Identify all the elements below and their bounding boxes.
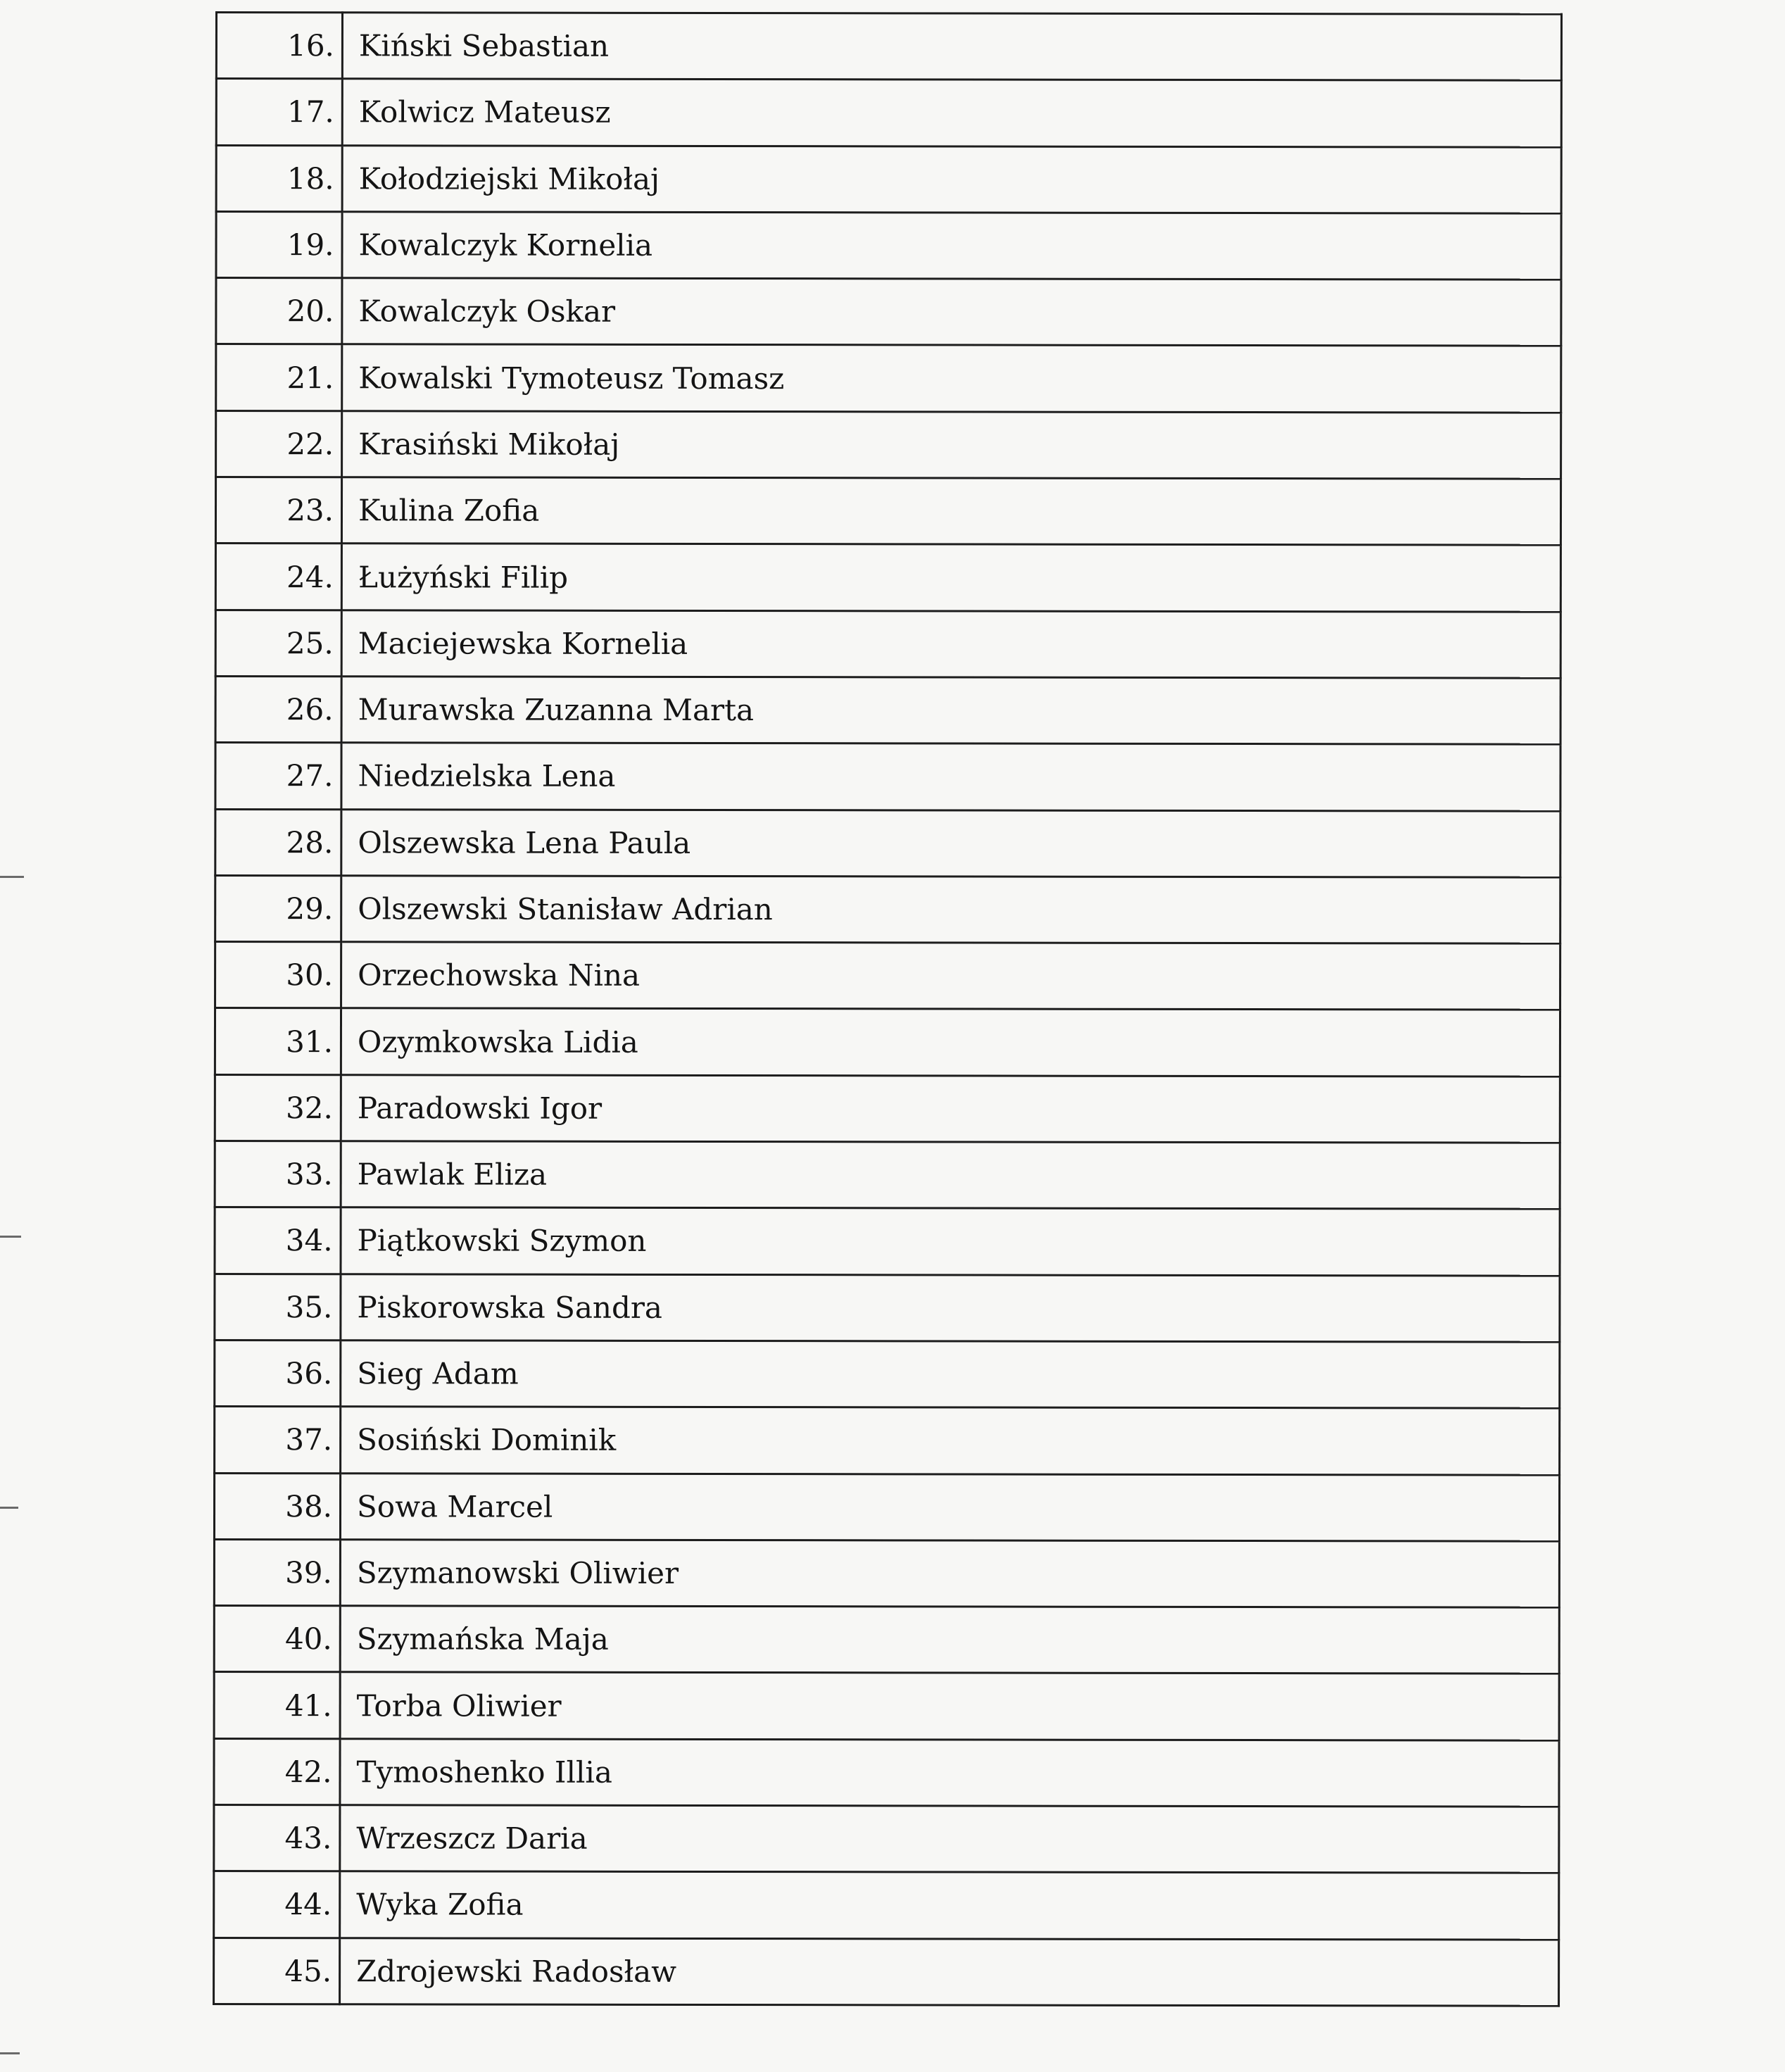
table-row <box>215 743 1560 811</box>
row-number: 31. <box>215 1008 341 1075</box>
table-row <box>215 676 1560 744</box>
row-number: 39. <box>214 1539 340 1606</box>
row-number: 27. <box>215 743 341 810</box>
student-name: Ozymkowska Lidia <box>341 1008 1560 1076</box>
student-name: Sosiński Dominik <box>341 1407 1560 1475</box>
table-row <box>215 1274 1560 1342</box>
student-name: Kowalczyk Oskar <box>342 278 1561 346</box>
row-number: 16. <box>216 13 342 80</box>
student-name: Kolwicz Mateusz <box>342 79 1561 147</box>
row-number: 25. <box>215 610 341 677</box>
row-number: 45. <box>214 1938 340 2004</box>
table-row <box>216 344 1561 413</box>
row-number: 26. <box>215 676 341 743</box>
student-name: Kowalczyk Kornelia <box>342 212 1561 280</box>
student-name: Piskorowska Sandra <box>341 1274 1560 1342</box>
table-row <box>215 477 1560 546</box>
student-name: Zdrojewski Radosław <box>340 1938 1559 2006</box>
row-number: 30. <box>215 942 341 1009</box>
student-name: Kowalski Tymoteusz Tomasz <box>342 344 1561 413</box>
row-number: 42. <box>214 1738 340 1805</box>
table-row <box>216 13 1561 81</box>
student-name: Krasiński Mikołaj <box>342 411 1561 479</box>
student-name: Szymańska Maja <box>340 1606 1559 1674</box>
row-number: 23. <box>215 477 341 544</box>
student-name: Łużyński Filip <box>341 544 1560 612</box>
student-name: Kołodziejski Mikołaj <box>342 145 1561 213</box>
left-margin-mark <box>0 1236 21 1238</box>
student-name: Pawlak Eliza <box>341 1141 1560 1210</box>
left-margin-mark <box>0 2052 20 2054</box>
table-row <box>216 79 1561 147</box>
table-row <box>215 809 1560 877</box>
table-row <box>215 1207 1560 1276</box>
table-row <box>215 875 1560 943</box>
student-name: Kiński Sebastian <box>342 13 1561 81</box>
student-name: Wrzeszcz Daria <box>340 1805 1559 1873</box>
table-row <box>215 1008 1560 1076</box>
table-row <box>216 410 1561 479</box>
row-number: 29. <box>215 875 341 942</box>
table-row <box>215 610 1560 678</box>
row-number: 32. <box>215 1074 341 1141</box>
table-row <box>214 1805 1559 1873</box>
row-number: 21. <box>216 344 342 411</box>
student-name: Sowa Marcel <box>340 1473 1559 1541</box>
student-list-table <box>213 11 1563 2007</box>
row-number: 34. <box>215 1207 341 1274</box>
row-number: 24. <box>215 544 341 610</box>
student-name: Orzechowska Nina <box>341 942 1560 1010</box>
table-row <box>215 1074 1560 1143</box>
table-row <box>216 278 1561 346</box>
table-row <box>214 1938 1559 2006</box>
table-row <box>215 1340 1560 1408</box>
student-name: Wyka Zofia <box>340 1871 1559 1940</box>
table-row <box>215 1407 1560 1475</box>
table-row <box>214 1473 1559 1541</box>
row-number: 36. <box>215 1340 341 1407</box>
table-row <box>214 1672 1559 1740</box>
student-name: Niedzielska Lena <box>341 743 1560 811</box>
table-row <box>214 1871 1559 1940</box>
row-number: 22. <box>216 410 342 477</box>
row-number: 40. <box>214 1606 340 1673</box>
row-number: 28. <box>215 809 341 876</box>
row-number: 44. <box>214 1871 340 1938</box>
student-name: Piątkowski Szymon <box>341 1207 1560 1276</box>
row-number: 20. <box>216 278 342 345</box>
student-name: Maciejewska Kornelia <box>341 610 1560 678</box>
left-margin-mark <box>0 876 24 878</box>
row-number: 37. <box>215 1407 341 1474</box>
row-number: 17. <box>216 79 342 146</box>
student-name: Paradowski Igor <box>341 1075 1560 1143</box>
student-name: Tymoshenko Illia <box>340 1738 1559 1807</box>
table-row <box>216 211 1561 280</box>
student-name: Murawska Zuzanna Marta <box>341 677 1560 745</box>
table-row <box>215 1141 1560 1210</box>
row-number: 43. <box>214 1805 340 1872</box>
row-number: 41. <box>214 1672 340 1739</box>
table-row <box>216 145 1561 213</box>
table-row <box>215 942 1560 1010</box>
table-row <box>214 1738 1559 1807</box>
row-number: 38. <box>214 1473 340 1540</box>
student-name: Torba Oliwier <box>340 1672 1559 1740</box>
row-number: 35. <box>215 1274 341 1340</box>
row-number: 33. <box>215 1141 341 1208</box>
row-number: 18. <box>216 145 342 212</box>
student-name: Kulina Zofia <box>341 477 1560 546</box>
student-name: Olszewski Stanisław Adrian <box>341 876 1560 944</box>
table-row <box>214 1539 1559 1607</box>
table-row <box>215 544 1560 612</box>
row-number: 19. <box>216 211 342 278</box>
left-margin-mark <box>0 1507 18 1509</box>
table-row <box>214 1606 1559 1674</box>
student-name: Sieg Adam <box>341 1340 1560 1409</box>
student-name: Szymanowski Oliwier <box>340 1540 1559 1608</box>
student-name: Olszewska Lena Paula <box>341 809 1560 877</box>
